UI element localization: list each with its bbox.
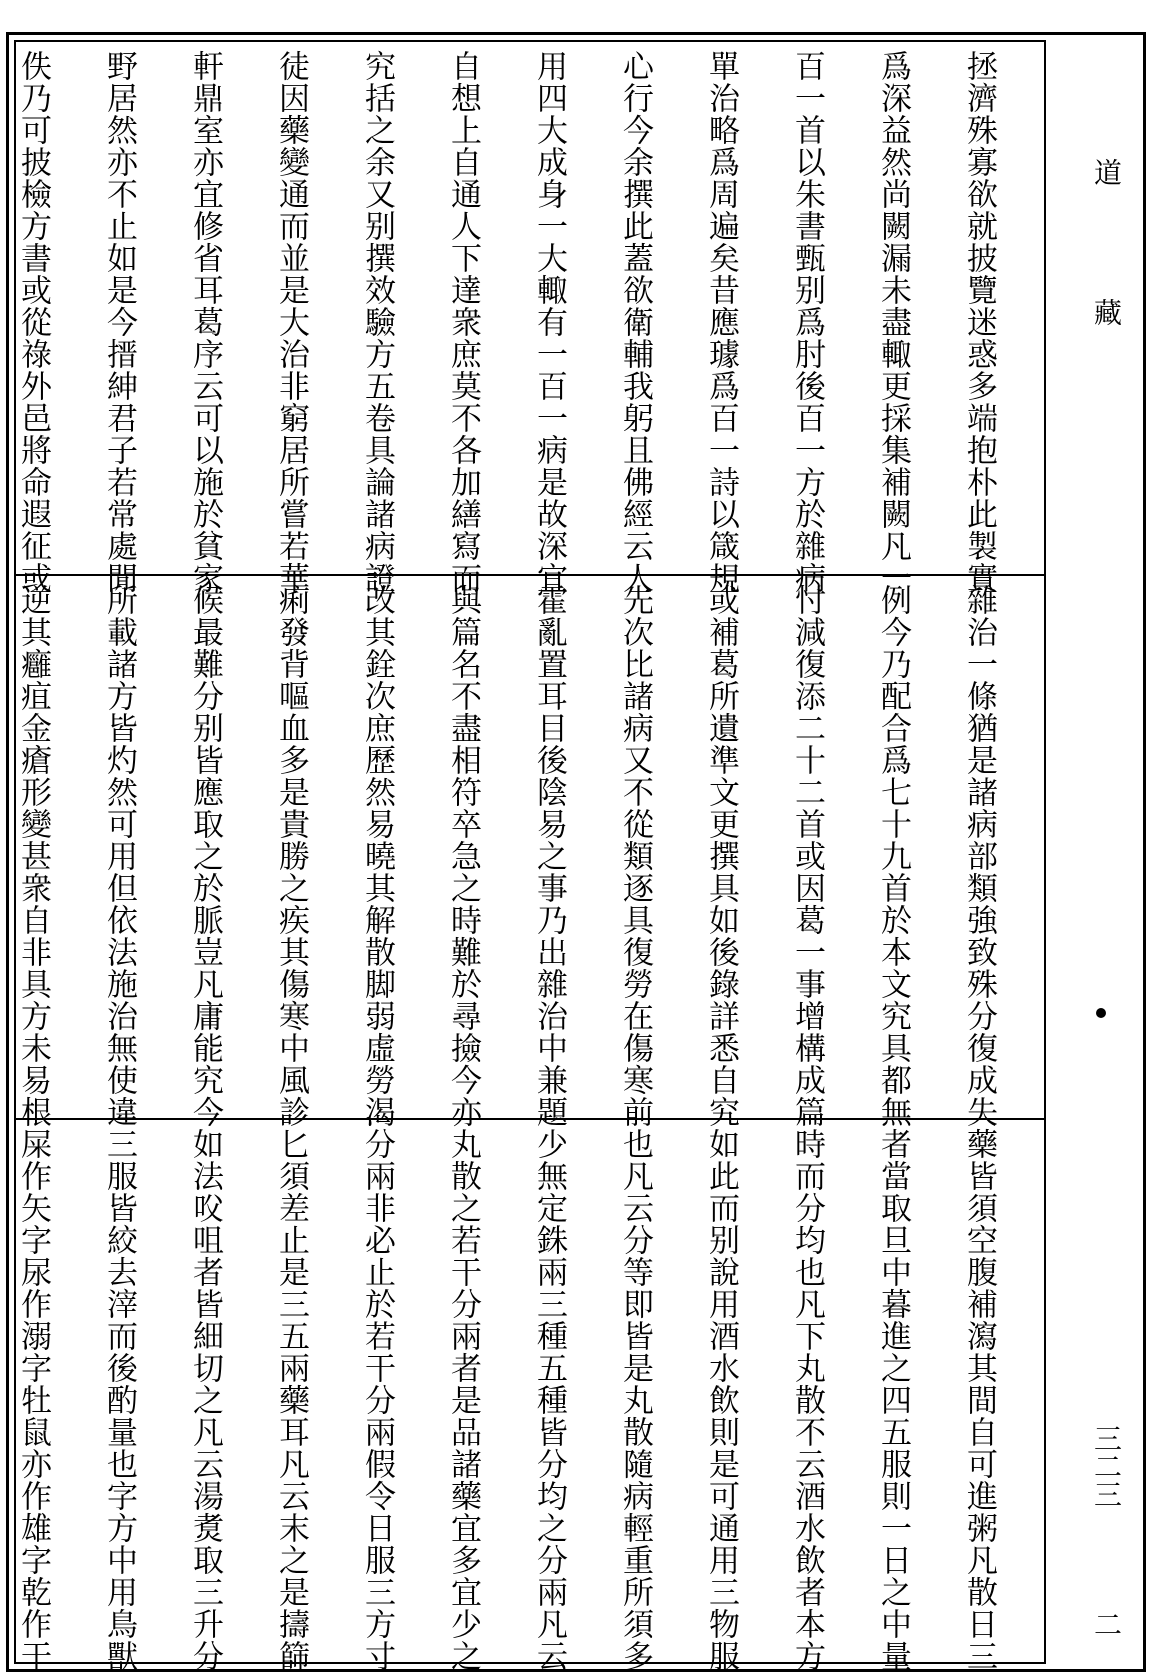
margin-dot-marker — [1096, 1008, 1106, 1018]
text-column: 霍亂置耳目後陰易之事乃出雜治中兼題 — [531, 584, 567, 1128]
text-column: 痢發背嘔血多是貴勝之疾其傷寒中風診 — [273, 584, 309, 1128]
text-column: 分兩非必止於若干分兩假令日服三方寸 — [359, 1128, 395, 1672]
text-column: 或補葛所遺準文更撰具如後錄詳悉自究 — [703, 584, 739, 1128]
text-column: 爲深益然尚闕漏未盡輙更採集補闕凡一 — [875, 50, 911, 594]
column-group — [15, 584, 1022, 1128]
text-column: 丸散之若干分兩者是品諸藥宜多宜少之 — [445, 1128, 481, 1672]
text-column: 忖減復添二十二首或因葛一事增構成篇 — [789, 584, 825, 1128]
collection-title-bottom: 藏 — [1090, 298, 1123, 326]
text-column: 百一首以朱書甄别爲肘後百一方於雜病 — [789, 50, 825, 594]
collection-title-top: 道 — [1090, 158, 1123, 186]
text-column: 逆其癰疽金瘡形變甚衆自非具方未易根 — [15, 584, 51, 1128]
text-column: 屎作矢字尿作溺字牡鼠亦作雄字乾作干 — [15, 1128, 51, 1672]
text-column: 單治略爲周遍矣昔應璩爲百一詩以箴規 — [703, 50, 739, 594]
text-column: 也凡云分等即皆是丸散隨病輕重所須多 — [617, 1128, 653, 1672]
text-column: 心行今余撰此蓋欲衛輔我躬且佛經云人 — [617, 50, 653, 594]
text-column: 雜治一條猶是諸病部類強致殊分復成失 — [961, 584, 997, 1128]
text-column: 佚乃可披檢方書或從祿外邑將命遐征或 — [15, 50, 51, 594]
text-column: 改其銓次庶歷然易曉其解散脚弱虛勞渴 — [359, 584, 395, 1128]
page-number-main: 三二三 — [1090, 1424, 1123, 1508]
text-column: 軒鼎室亦宜修省耳葛序云可以施於貧家 — [187, 50, 223, 594]
text-column: 所載諸方皆灼然可用但依法施治無使違 — [101, 584, 137, 1128]
text-column: 候最難分别皆應取之於脈豈凡庸能究今 — [187, 584, 223, 1128]
text-column: 藥皆須空腹補瀉其間自可進粥凡散日三 — [961, 1128, 997, 1672]
text-column: 與篇名不盡相符卒急之時難於尋撿今亦 — [445, 584, 481, 1128]
text-column: 徒因藥變通而並是大治非窮居所嘗若華 — [273, 50, 309, 594]
text-column: 少無定銖兩三種五種皆分均之分兩凡云 — [531, 1128, 567, 1672]
page-number-sub: 二 — [1090, 1610, 1123, 1638]
text-column: 例今乃配合爲七十九首於本文究具都無 — [875, 584, 911, 1128]
text-column: 時而分均也凡下丸散不云酒水飲者本方 — [789, 1128, 825, 1672]
text-column: 究括之余又别撰效驗方五卷具論諸病證 — [359, 50, 395, 594]
text-column: 野居然亦不止如是今搢紳君子若常處閒 — [101, 50, 137, 594]
text-register-middle — [15, 576, 1044, 1128]
text-register-top — [15, 42, 1044, 594]
scripture-page — [14, 40, 1046, 1672]
column-group — [15, 1128, 1022, 1672]
text-column: 如此而别說用酒水飲則是可通用三物服 — [703, 1128, 739, 1672]
margin-strip — [1052, 40, 1148, 1664]
text-column: 匕須差止是三五兩藥耳凡云末之是擣篩 — [273, 1128, 309, 1672]
text-column: 自想上自通人下達衆庶莫不各加繕寫而 — [445, 50, 481, 594]
text-column: 用四大成身一大輙有一百一病是故深宜 — [531, 50, 567, 594]
text-column: 拯濟殊寡欲就披覽迷惑多端抱朴此製實 — [961, 50, 997, 594]
text-column: 如法㕮咀者皆細切之凡云湯煑取三升分 — [187, 1128, 223, 1672]
text-column: 先次比諸病又不從類逐具復勞在傷寒前 — [617, 584, 653, 1128]
column-group — [15, 50, 1022, 594]
text-column: 三服皆絞去滓而後酌量也字方中用鳥獸 — [101, 1128, 137, 1672]
text-column: 者當取旦中暮進之四五服則一日之中量 — [875, 1128, 911, 1672]
text-register-bottom — [15, 1120, 1044, 1672]
